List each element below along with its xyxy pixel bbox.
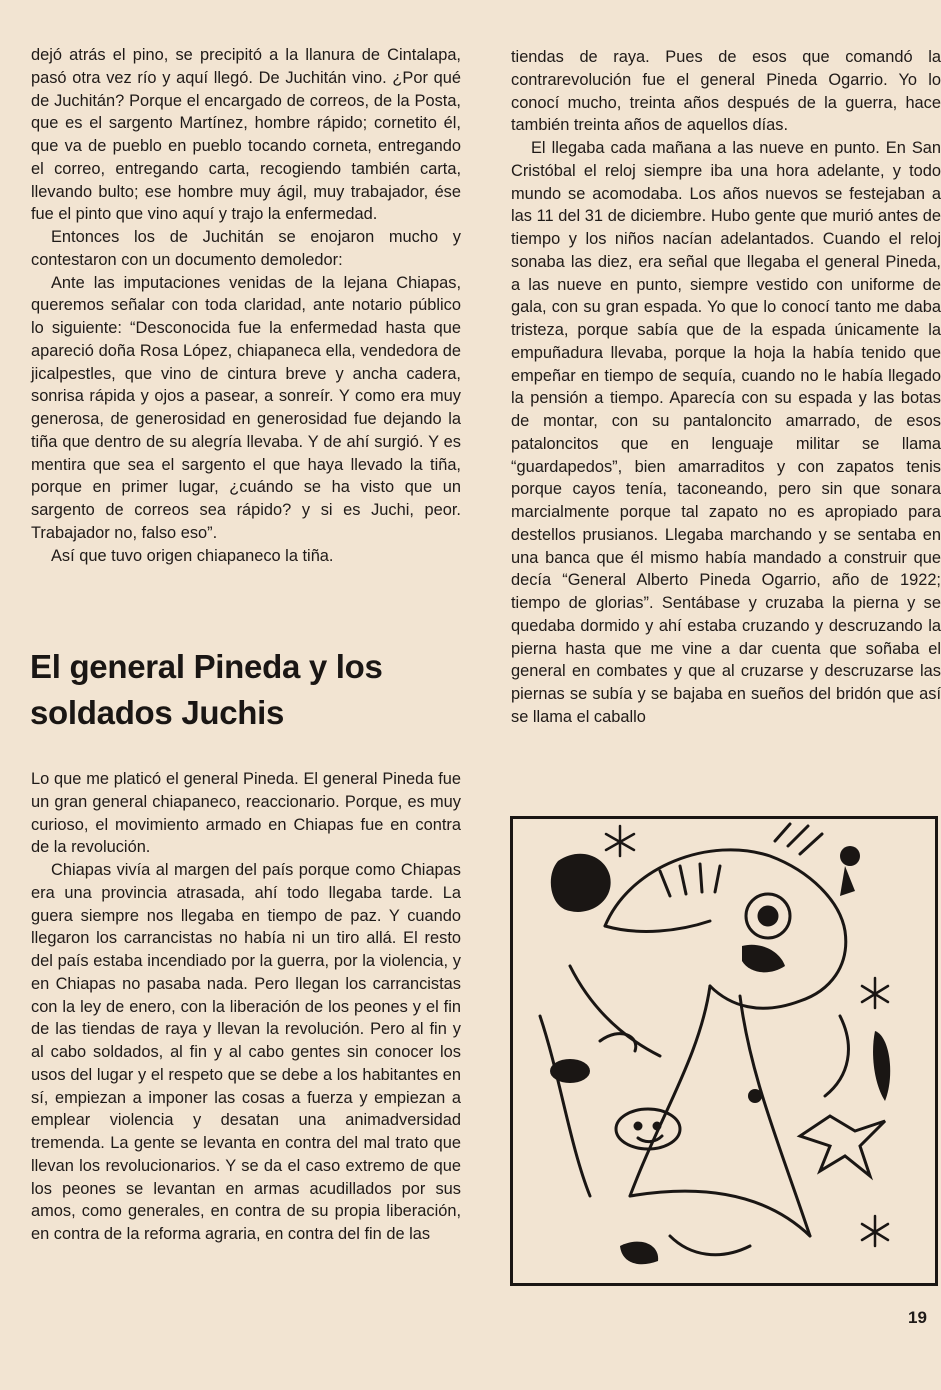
paragraph: El llegaba cada mañana a las nueve en punto. En San Cristóbal el reloj siempre iba una hora adelante, y todo mundo se acomodaba. Los años nuevos se festejaban a las 11 del 31 de diciembre. Hubo gente que murió antes de tiempo y los niños nacían adelantados. Cuando el reloj sonaba las diez, era señal que llegaba el general Pineda, a las nueve en punto, siempre vestido con uniforme de gala, con su gran espada. Yo que lo conocí tanto me daba tristeza, porque sabía que de la espada únicamente la empuñadura llevaba, porque la hoja la había tenido que empeñar en tiempo de sequía, cuando no le había llegado la pensión a tiempo. Aparecía con su espada y las botas de montar, con su pantaloncito amarrado, de esos pataloncitos que en lenguaje militar se llama “guardapedos”, bien amarraditos y con zapatos tenis porque cayos tenía, taconeando, pero sin que sonara marcialmente porque tal zapato no es apropiado para destellos prusianos. Llegaba marchando y se sentaba en una banca que él mismo había mandado a construir que decía “General Alberto Pineda Ogarrio, año de 1922; tiempo de glorias”. Sentábase y cruzaba la pierna y se quedaba dormido y ahí estaba cruzando y descruzando la pierna hasta que me vine a dar cuenta que soñaba el general en combates y que al cruzarse y descruzarse las piernas se subía y se bajaba en sueños del bridón que así se llama el caballo — [511, 139, 941, 726]
page-number: 19 — [908, 1308, 927, 1327]
abstract-ink-drawing-icon — [510, 816, 938, 1286]
section-heading — [30, 644, 470, 736]
right-column — [511, 46, 941, 729]
heading-line-2: soldados Juchis — [30, 694, 285, 731]
left-column-top — [31, 44, 461, 567]
paragraph: dejó atrás el pino, se precipitó a la llanura de Cintalapa, pasó otra vez río y aquí llegó. De Juchitán vino. ¿Por qué de Juchitán? Porque el encargado de correos, de la Posta, que es el sargento Martínez, hombre rápido; cornetito él, que va de pueblo en pueblo tocando corneta, entregando el correo, entregando carta, recogiendo también carta, llevando bulto; ese hombre muy ágil, muy trabajador, ése fue el pinto que vino aquí y trajo la enfermedad. — [31, 46, 461, 224]
heading-line-1: El general Pineda y los — [30, 648, 383, 685]
paragraph: Ante las imputaciones venidas de la lejana Chiapas, queremos señalar con toda claridad, ante notario público lo siguiente: “Desconocida fue la enfermedad hasta que apareció doña Rosa López, chiapaneca ella, vendedora de jicalpestles, que vino de cintura breve y ancha cadera, sonrisa rápida y ojos a pasear, a sonreír. Y como era muy generosa, de generosidad en generosidad fue dejando la tiña que dentro de su alegría llevaba. Y de ahí surgió. Y es mentira que sea el sargento el que haya llevado la tiña, porque en primer lugar, ¿cuándo se ha visto que un sargento de correos sea rápido? y si es Juchi, peor. Trabajador no, falso eso”. — [31, 273, 461, 542]
paragraph: tiendas de raya. Pues de esos que comandó la contrarevolución fue el general Pineda Ogarrio. Yo lo conocí mucho, treinta años después de la guerra, hace también treinta años de aquellos días. — [511, 48, 941, 135]
left-column-bottom — [31, 768, 461, 1246]
paragraph: Así que tuvo origen chiapaneco la tiña. — [51, 546, 334, 565]
paragraph: Entonces los de Juchitán se enojaron mucho y contestaron con un documento demoledor: — [31, 228, 461, 269]
paragraph: Lo que me platicó el general Pineda. El general Pineda fue un gran general chiapaneco, reaccionario. Porque, es muy curioso, el movimiento armado en Chiapas fue en contra de la revolución. — [31, 770, 461, 857]
paragraph: Chiapas vivía al margen del país porque como Chiapas era una provincia atrasada, ahí todo llegaba tarde. La guera siempre nos llegaba en tiempo de paz. Y cuando llegaron los carrancistas no había ni un tiro allá. El resto del país estaba incendiado por la guerra, por la violencia, y en Chiapas no pasaba nada. Pero llegan los carrancistas con la ley de enero, con la liberación de los peones y el fin de las tiendas de raya y llevan la revolución. Pero al fin y al cabo soldados, al fin y al cabo gentes sin conocer los usos del lugar y el respeto que se debe a los habitantes en sí, empiezan a imponer las cosas a fuerza y empiezan a emplear violencia y desatan una animadversidad tremenda. La gente se levanta en contra del mal trato que llevan los revolucionarios. Y se da el caso extremo de que los peones se levantan en armas acudillados por sus amos, como generales, en contra de su propia liberación, en contra de la reforma agraria, en contra del fin de las — [31, 861, 461, 1243]
